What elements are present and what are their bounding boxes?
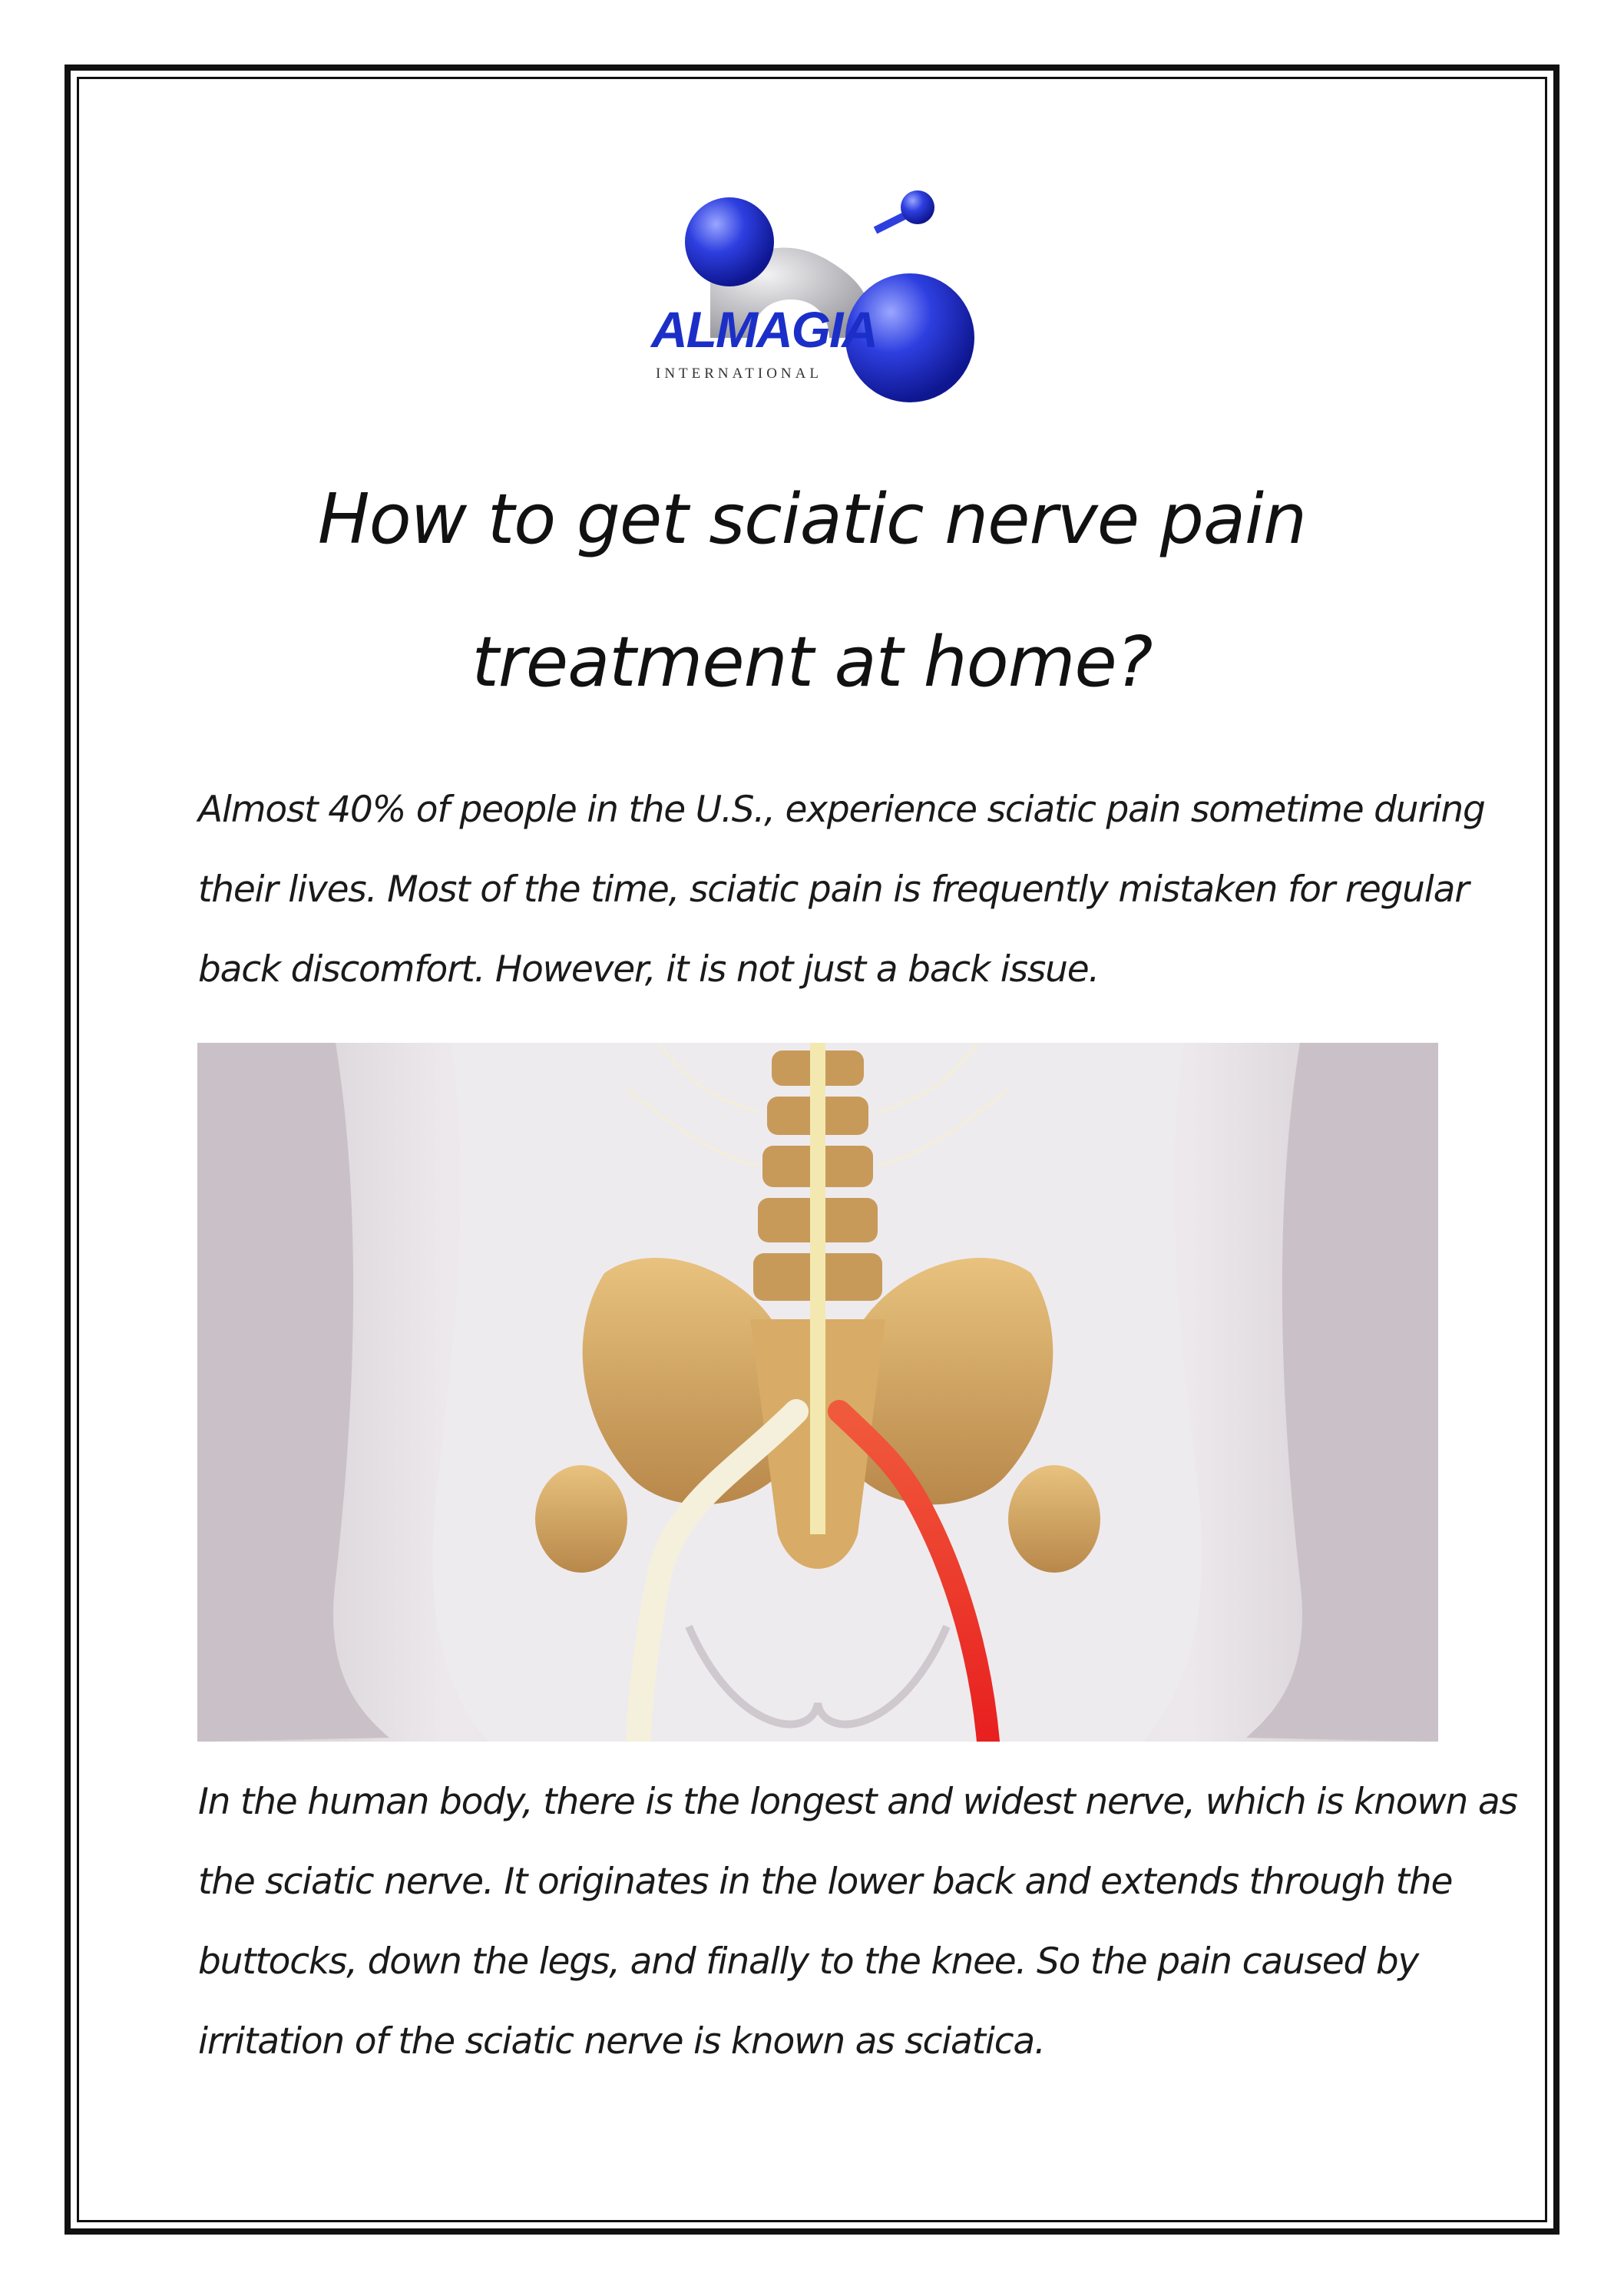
body-line: irritation of the sciatic nerve is known as sciatica. (198, 2020, 1045, 2063)
page-title-line-2: treatment at home? (471, 622, 1153, 703)
body-line: the sciatic nerve. It originates in the lower back and extends through the (198, 1861, 1453, 1903)
body-line: buttocks, down the legs, and finally to the knee. So the pain caused by (198, 1940, 1419, 1983)
intro-paragraph (198, 770, 1485, 1010)
pelvis-sciatic-nerve-illustration (197, 1043, 1438, 1742)
logo-brand-text: ALMAGIA (651, 301, 877, 358)
page-title-line-1: How to get sciatic nerve pain (317, 479, 1307, 560)
logo-sphere-large-left (685, 197, 774, 286)
logo-subtitle-text: INTERNATIONAL (656, 366, 822, 382)
body-paragraph (198, 1762, 1517, 2082)
body-line: In the human body, there is the longest and widest nerve, which is known as (198, 1781, 1517, 1823)
logo-sphere-small (901, 190, 934, 224)
intro-line: Almost 40% of people in the U.S., experience sciatic pain sometime during (198, 789, 1485, 831)
intro-line: their lives. Most of the time, sciatic pain is frequently mistaken for regular (198, 868, 1469, 911)
almagia-logo (637, 184, 991, 407)
intro-line: back discomfort. However, it is not just a back issue. (198, 948, 1100, 991)
